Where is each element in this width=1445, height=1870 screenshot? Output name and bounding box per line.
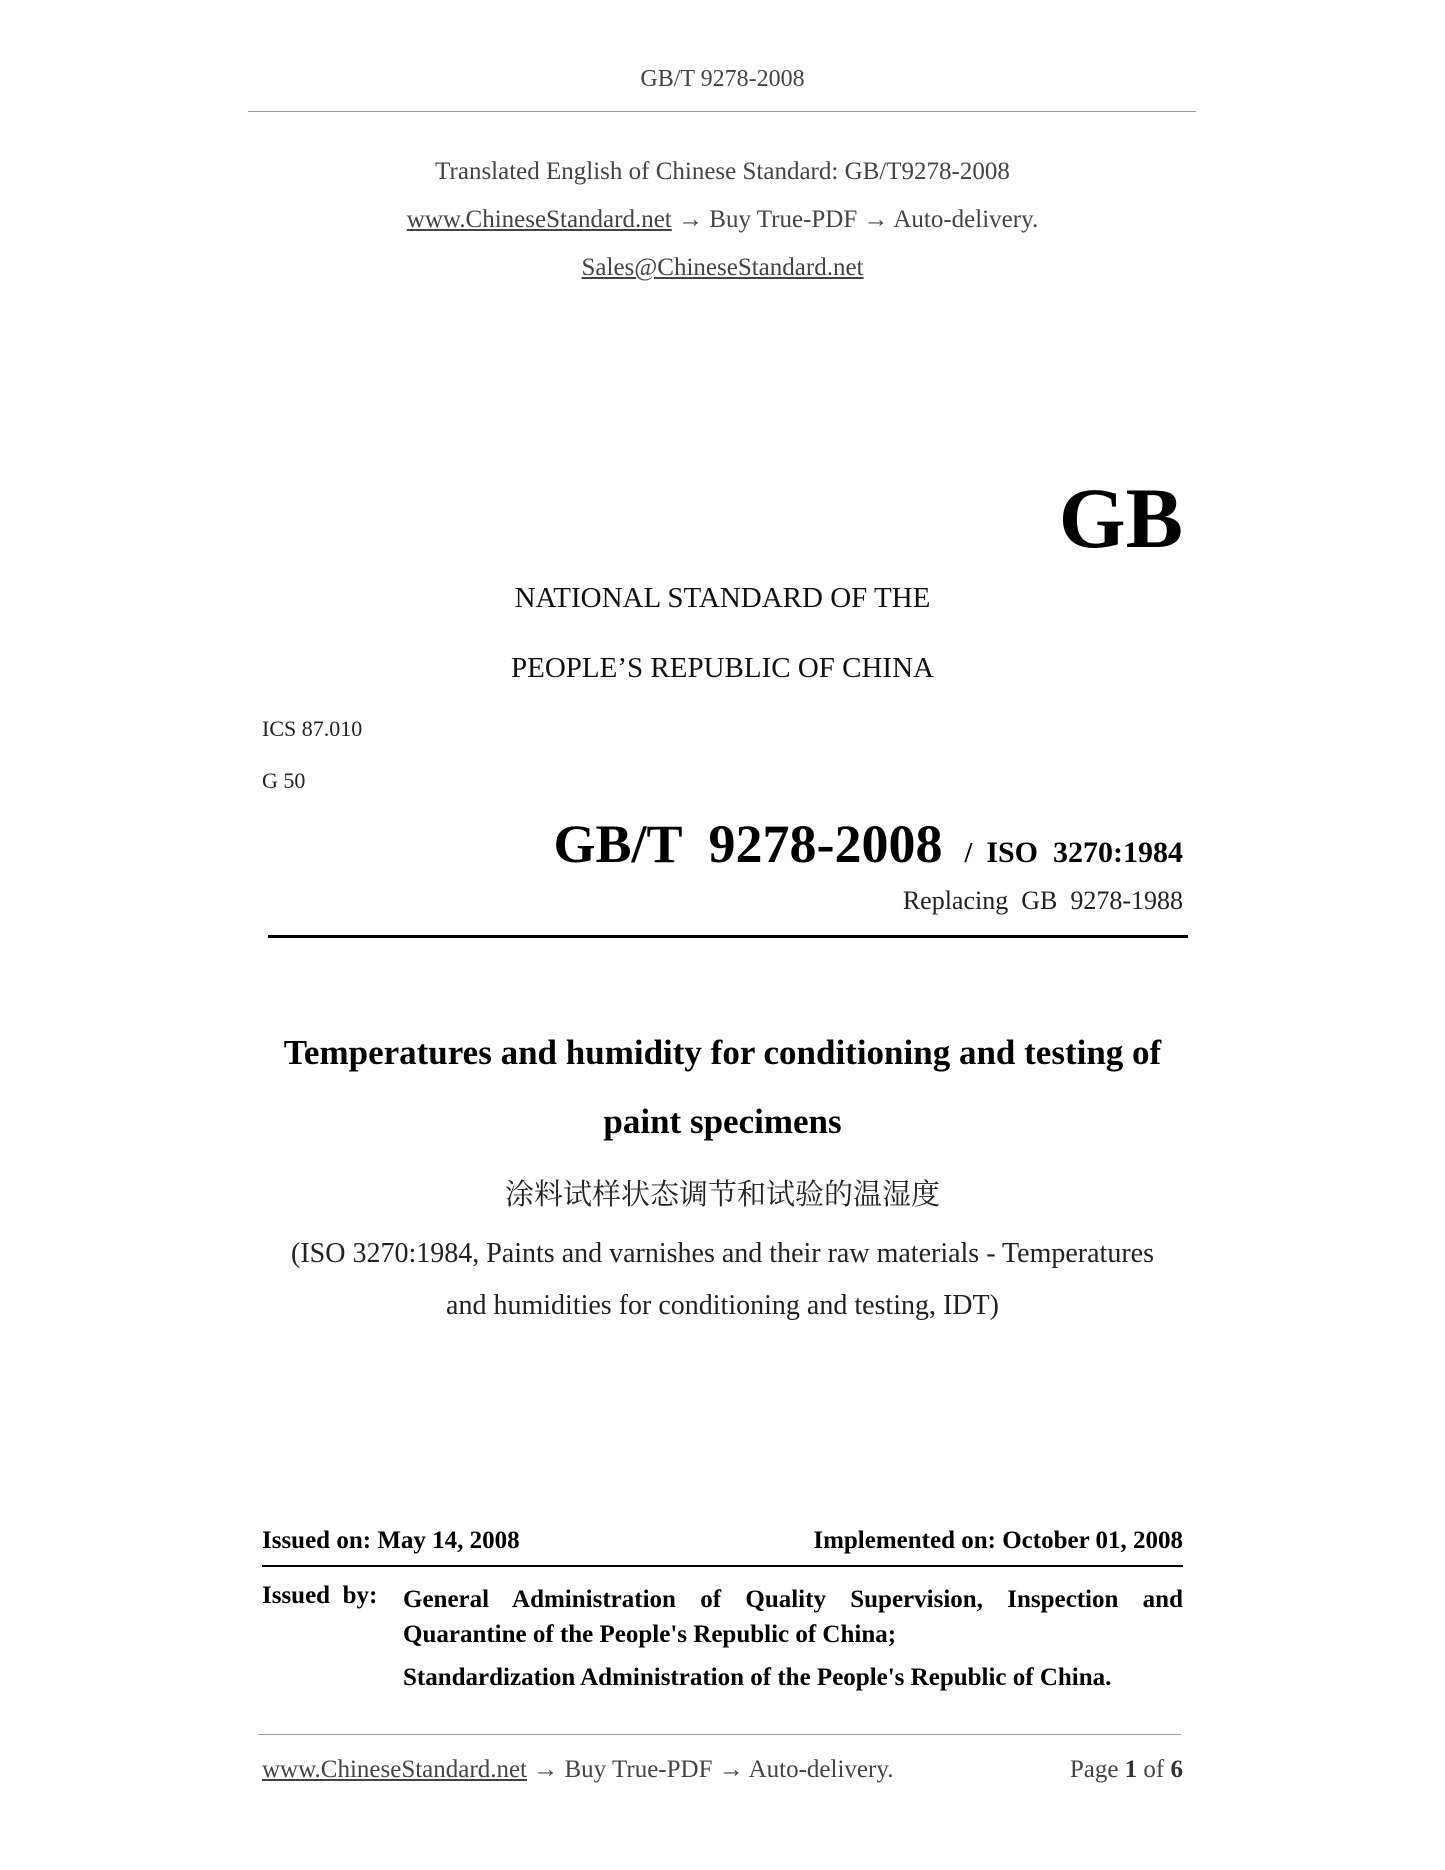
- chinesestandard-link[interactable]: www.ChineseStandard.net: [406, 206, 672, 233]
- iso-code: ISO 3270:1984: [986, 836, 1183, 869]
- issued-by-body: [403, 1582, 1183, 1695]
- page-of: of: [1143, 1756, 1165, 1783]
- implemented-on-date: Implemented on: October 01, 2008: [813, 1527, 1183, 1554]
- issued-by-line2: Quarantine of the People's Republic of China;: [403, 1621, 897, 1648]
- issued-by-line1: General Administration of Quality Supervision, Inspection and: [403, 1586, 1183, 1613]
- standard-code: GB/T 9278-2008: [553, 814, 943, 874]
- issue-divider: [262, 1565, 1183, 1567]
- iso-reference-line1: (ISO 3270:1984, Paints and varnishes and their raw materials - Temperatures: [291, 1238, 1154, 1269]
- ics-code: ICS 87.010: [262, 716, 363, 741]
- page-total: 6: [1170, 1756, 1183, 1783]
- page-label: Page: [1069, 1756, 1119, 1783]
- document-title-line2: paint specimens: [603, 1102, 842, 1141]
- promo-line: [0, 206, 1445, 234]
- document-title-chinese: 涂料试样状态调节和试验的温湿度: [504, 1177, 940, 1211]
- code-separator: /: [964, 838, 973, 869]
- replacing-note: Replacing GB 9278-1988: [902, 886, 1183, 915]
- issued-on-date: Issued on: May 14, 2008: [262, 1527, 520, 1554]
- iso-reference-line2: and humidities for conditioning and testing, IDT): [446, 1290, 999, 1321]
- national-standard-line1: NATIONAL STANDARD OF THE: [514, 582, 931, 614]
- footer-promo-text: → Buy True-PDF → Auto-delivery.: [527, 1756, 894, 1783]
- page-current: 1: [1124, 1756, 1138, 1783]
- header-divider: [248, 111, 1196, 112]
- sales-line: [0, 254, 1445, 282]
- gb-logo-mark: GB: [1058, 470, 1183, 566]
- title-divider: [268, 935, 1188, 938]
- ccs-code: G 50: [262, 768, 306, 793]
- national-standard-line2: PEOPLE’S REPUBLIC OF CHINA: [511, 652, 934, 684]
- page-indicator: [1070, 1756, 1183, 1784]
- footer-promo: [262, 1756, 893, 1784]
- footer-chinesestandard-link[interactable]: www.ChineseStandard.net: [262, 1756, 527, 1783]
- promo-text: → Buy True-PDF → Auto-delivery.: [671, 206, 1039, 233]
- standard-number-line: [553, 813, 1183, 875]
- issued-by-label: Issued by:: [262, 1582, 378, 1609]
- footer-divider: [258, 1734, 1181, 1735]
- issued-by-line3: Standardization Administration of the People's Republic of China.: [403, 1664, 1112, 1691]
- header-standard-code: GB/T 9278-2008: [640, 66, 805, 92]
- sales-email-link[interactable]: Sales@ChineseStandard.net: [581, 254, 864, 281]
- document-title-line1: Temperatures and humidity for conditioning and testing of: [283, 1033, 1162, 1072]
- translated-title: Translated English of Chinese Standard: GB/T9278-2008: [435, 158, 1010, 185]
